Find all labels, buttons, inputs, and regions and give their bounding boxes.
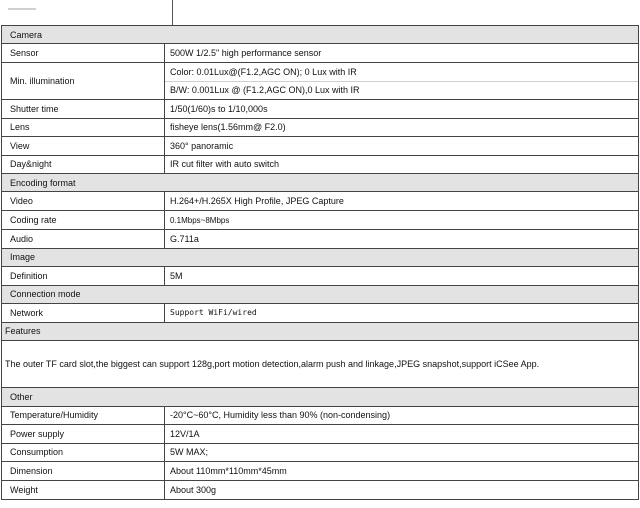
table-row: [2, 100, 639, 119]
section-header-other: [2, 388, 639, 407]
spec-label: Temperature/Humidity: [2, 407, 165, 425]
section-header-connection: [2, 286, 639, 304]
section-header-image: [2, 249, 639, 267]
spec-value: 360° panoramic: [165, 137, 639, 155]
spec-value: Support WiFi/wired: [165, 304, 639, 322]
table-row: [2, 192, 639, 211]
spec-label: Weight: [2, 481, 165, 499]
section-title: Image: [10, 252, 36, 262]
table-row: [2, 156, 639, 175]
spec-label: Consumption: [2, 444, 165, 462]
section-header-encoding: [2, 174, 639, 192]
features-description: The outer TF card slot,the biggest can support 128g,port motion detection,alarm push and linkage,JPEG snapshot,support iCSee App.: [2, 341, 639, 387]
spec-value: [165, 63, 639, 99]
section-title: Camera: [10, 29, 43, 40]
spec-value: H.264+/H.265X High Profile, JPEG Capture: [165, 192, 639, 210]
spec-value: G.711a: [165, 230, 639, 248]
spec-label: Network: [2, 304, 165, 322]
spec-label: Min. illumination: [2, 63, 165, 99]
spec-value: 500W 1/2.5" high performance sensor: [165, 44, 639, 62]
section-title: Encoding format: [10, 177, 76, 188]
illumination-color: Color: 0.01Lux@(F1.2,AGC ON); 0 Lux with IR: [170, 66, 357, 77]
table-row: [2, 119, 639, 138]
spec-value: IR cut filter with auto switch: [165, 156, 639, 174]
section-title: Other: [10, 391, 33, 402]
table-row: [2, 462, 639, 481]
table-row: [2, 137, 639, 156]
section-title: Connection mode: [10, 289, 81, 299]
spec-label: Dimension: [2, 462, 165, 480]
spec-label: Sensor: [2, 44, 165, 62]
table-row: [2, 211, 639, 230]
spec-label: Day&night: [2, 156, 165, 174]
spec-value: 5W MAX;: [165, 444, 639, 462]
table-row: [2, 425, 639, 444]
table-row: [2, 444, 639, 463]
illumination-bw: B/W: 0.001Lux @ (F1.2,AGC ON),0 Lux with IR: [165, 81, 638, 100]
spec-value: 1/50(1/60)s to 1/10,000s: [165, 100, 639, 118]
spec-label: Video: [2, 192, 165, 210]
section-header-camera: [2, 26, 639, 44]
table-row: [2, 63, 639, 100]
spec-label: Audio: [2, 230, 165, 248]
section-header-features: [2, 323, 639, 341]
header-divider: [8, 8, 36, 10]
spec-value: 12V/1A: [165, 425, 639, 443]
table-top-fragment: [0, 0, 640, 25]
spec-value: About 110mm*110mm*45mm: [165, 462, 639, 480]
spec-label: Definition: [2, 267, 165, 285]
spec-value: 5M: [165, 267, 639, 285]
column-divider: [172, 0, 173, 25]
spec-value: About 300g: [165, 481, 639, 499]
spec-value: fisheye lens(1.56mm@ F2.0): [165, 119, 639, 137]
spec-label: Lens: [2, 119, 165, 137]
section-title: Features: [5, 326, 41, 336]
table-row: [2, 44, 639, 63]
spec-table: [1, 25, 639, 500]
table-row: [2, 267, 639, 286]
table-row: [2, 304, 639, 323]
spec-label: Coding rate: [2, 211, 165, 229]
table-row: [2, 230, 639, 249]
table-row: [2, 481, 639, 500]
spec-label: View: [2, 137, 165, 155]
spec-label: Shutter time: [2, 100, 165, 118]
spec-label: Power supply: [2, 425, 165, 443]
table-row: [2, 407, 639, 426]
spec-value: -20°C~60°C, Humidity less than 90% (non-condensing): [165, 407, 639, 425]
spec-value: 0.1Mbps~8Mbps: [165, 211, 639, 229]
features-row: [2, 341, 639, 388]
